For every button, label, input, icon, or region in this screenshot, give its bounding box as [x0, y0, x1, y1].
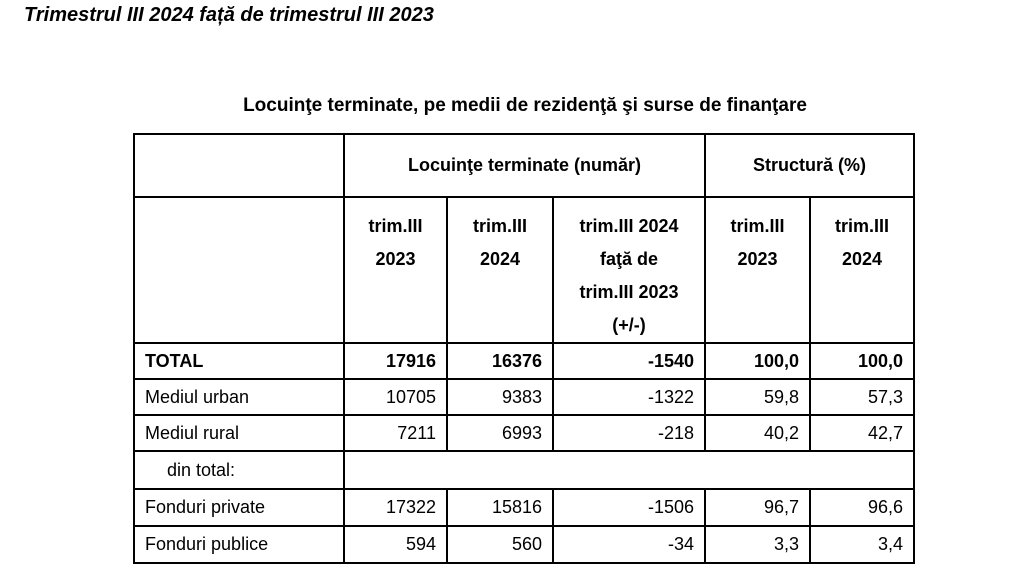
cell-value: 100,0 [810, 343, 914, 379]
cell-value: 42,7 [810, 415, 914, 451]
cell-value: 40,2 [705, 415, 810, 451]
header-empty-cell [134, 134, 344, 197]
header-empty-cell [134, 197, 344, 343]
cell-value: 17916 [344, 343, 447, 379]
cell-value: -218 [553, 415, 705, 451]
header-col-difference: trim.III 2024 faţă de trim.III 2023 (+/-) [553, 197, 705, 343]
dwellings-table [133, 133, 915, 564]
header-row-groups [134, 134, 914, 197]
row-label: TOTAL [134, 343, 344, 379]
header-group-structure: Structură (%) [705, 134, 914, 197]
cell-value: 7211 [344, 415, 447, 451]
empty-merged-cell [344, 451, 914, 489]
cell-value: 9383 [447, 379, 553, 415]
cell-value: 3,3 [705, 526, 810, 563]
header-col-structure-2023: trim.III 2023 [705, 197, 810, 343]
cell-value: -1506 [553, 489, 705, 526]
table-row-urban [134, 379, 914, 415]
cell-value: 16376 [447, 343, 553, 379]
header-group-count: Locuinţe terminate (număr) [344, 134, 705, 197]
header-col-q3-2024: trim.III 2024 [447, 197, 553, 343]
cell-value: 594 [344, 526, 447, 563]
cell-value: 96,6 [810, 489, 914, 526]
header-row-periods [134, 197, 914, 343]
row-label: din total: [134, 451, 344, 489]
cell-value: -34 [553, 526, 705, 563]
row-label: Fonduri publice [134, 526, 344, 563]
cell-value: 10705 [344, 379, 447, 415]
cell-value: 6993 [447, 415, 553, 451]
header-col-structure-2024: trim.III 2024 [810, 197, 914, 343]
cell-value: 17322 [344, 489, 447, 526]
table-row-private-funds [134, 489, 914, 526]
table-row-rural [134, 415, 914, 451]
cell-value: 96,7 [705, 489, 810, 526]
table-row-din-total [134, 451, 914, 489]
header-col-q3-2023: trim.III 2023 [344, 197, 447, 343]
cell-value: -1322 [553, 379, 705, 415]
cell-value: 57,3 [810, 379, 914, 415]
cell-value: 15816 [447, 489, 553, 526]
cell-value: -1540 [553, 343, 705, 379]
cell-value: 100,0 [705, 343, 810, 379]
row-label: Mediul urban [134, 379, 344, 415]
table-row-total [134, 343, 914, 379]
cell-value: 59,8 [705, 379, 810, 415]
table-row-public-funds [134, 526, 914, 563]
row-label: Mediul rural [134, 415, 344, 451]
table-title: Locuinţe terminate, pe medii de rezidenţă şi surse de finanţare [243, 95, 807, 116]
cell-value: 3,4 [810, 526, 914, 563]
cell-value: 560 [447, 526, 553, 563]
document-heading: Trimestrul III 2024 față de trimestrul III 2023 [24, 4, 434, 26]
row-label: Fonduri private [134, 489, 344, 526]
